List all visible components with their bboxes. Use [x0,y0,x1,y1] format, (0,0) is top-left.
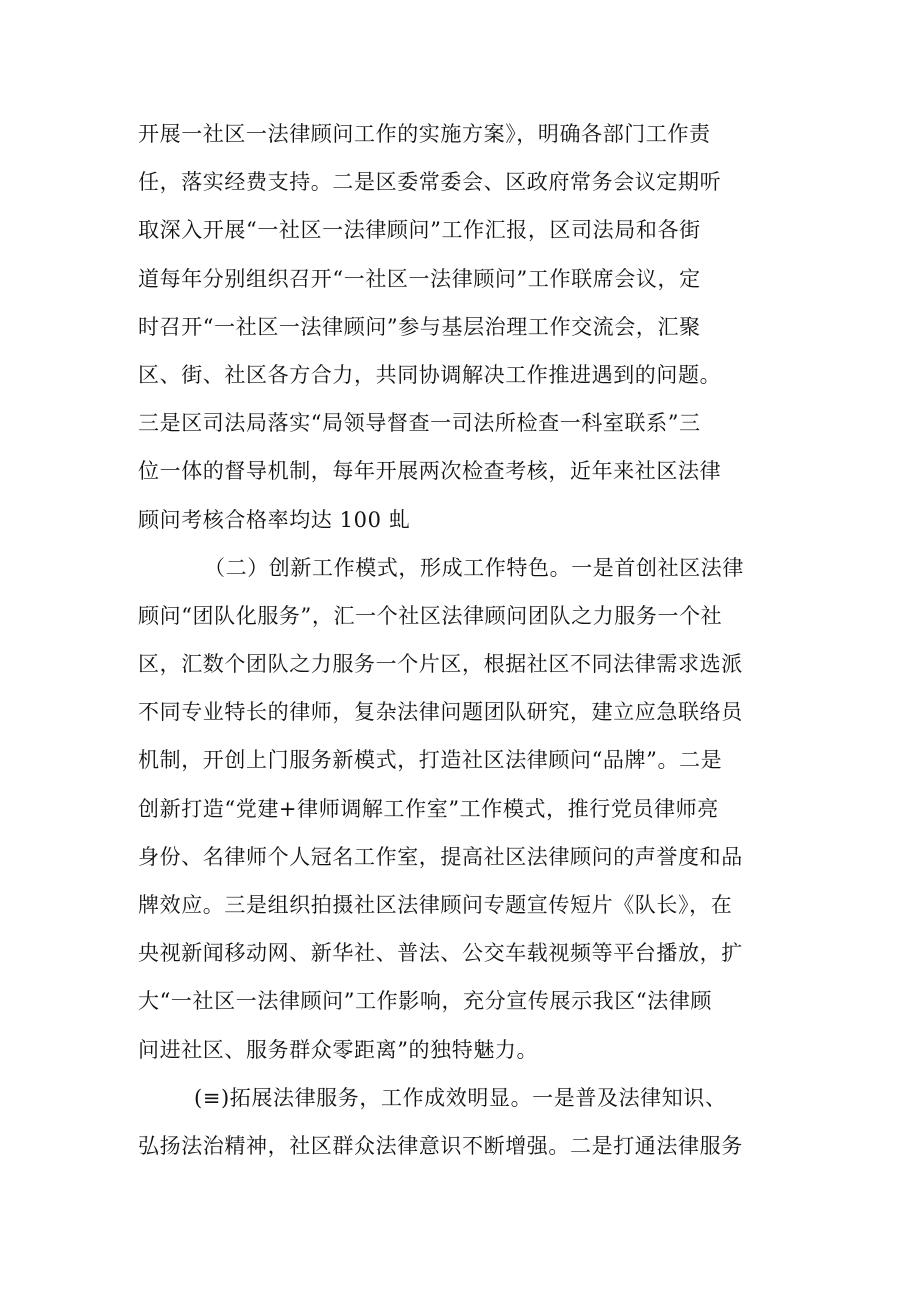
paragraph-2-line: 牌效应。三是组织拍摄社区法律顾问专题宣传短片《队长》，在 [138,893,733,917]
paragraph-2-line: 创新打造“党建+律师调解工作室”工作模式，推行党员律师亮 [138,796,719,821]
section-2-heading-line: （二）创新工作模式，形成工作特色。一是首创社区法律 [204,555,744,580]
paragraph-1-line: 开展一社区一法律顾问工作的实施方案》，明确各部门工作责 [138,122,711,146]
paragraph-2-line: 顾问“团队化服务”，汇一个社区法律顾问团队之力服务一个社 [138,603,723,628]
paragraph-1-line: 顾问考核合格率均达 100 虬 [138,507,411,532]
paragraph-2-line: 大“一社区一法律顾问”工作影响，充分宣传展示我区“法律顾 [138,989,713,1014]
paragraph-1-line: 任，落实经费支持。二是区委常委会、区政府常务会议定期听 [138,170,722,195]
paragraph-1-line: 区、街、社区各方合力，共同协调解决工作推进遇到的问题。 [138,362,722,387]
paragraph-2-line: 机制，开创上门服务新模式，打造社区法律顾问“品牌”。二是 [138,748,723,773]
paragraph-1-line: 时召开“一社区一法律顾问”参与基层治理工作交流会，汇聚 [138,314,701,339]
paragraph-2-line: 问进社区、服务群众零距离”的独特魅力。 [138,1037,539,1062]
paragraph-2-line: 不同专业特长的律师，复杂法律问题团队研究，建立应急联络员 [138,700,743,725]
paragraph-1-line: 三是区司法局落实“局领导督查一司法所检查一科室联系”三 [138,411,701,436]
paragraph-3-line: 弘扬法治精神，社区群众法律意识不断增强。二是打通法律服务 [138,1133,743,1158]
document-body [138,110,788,1170]
section-3-heading-line: (≡)拓展法律服务，工作成效明显。一是普及法律知识、 [194,1085,727,1110]
paragraph-1-line: 位一体的督导机制，每年开展两次检查考核，近年来社区法律 [138,459,722,484]
paragraph-2-line: 央视新闻移动网、新华社、普法、公交车载视频等平台播放，扩 [138,941,743,966]
paragraph-1-line: 取深入开展“一社区一法律顾问”工作汇报，区司法局和各街 [138,218,701,243]
paragraph-2-line: 身份、名律师个人冠名工作室，提高社区法律顾问的声誉度和品 [138,844,743,869]
paragraph-2-line: 区，汇数个团队之力服务一个片区，根据社区不同法律需求选派 [138,652,743,677]
paragraph-1-line: 道每年分别组织召开“一社区一法律顾问”工作联席会议，定 [138,266,701,291]
